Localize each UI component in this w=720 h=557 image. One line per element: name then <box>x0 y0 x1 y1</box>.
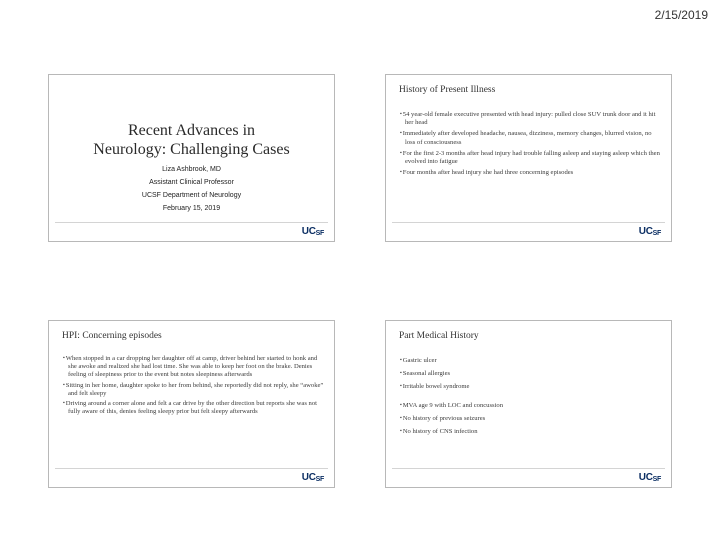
list-item: ▪ Driving around a corner alone and felt a car drive by the other direction but reports she was not fully aware of this, denies feeling sleepy prior but felt sleepy afterwards <box>62 400 324 416</box>
list-item: ▪ No history of CNS infection <box>399 428 661 436</box>
logo-sub: SF <box>652 230 661 237</box>
title-line-2: Neurology: Challenging Cases <box>93 141 290 158</box>
logo-main: UC <box>301 472 316 483</box>
slide-heading: HPI: Concerning episodes <box>62 331 162 341</box>
list-item: ▪ MVA age 9 with LOC and concussion <box>399 402 661 410</box>
logo-main: UC <box>301 226 316 237</box>
list-item: ▪ Irritable bowel syndrome <box>399 383 661 391</box>
slide-heading: History of Present Illness <box>399 85 496 95</box>
title-line-1: Recent Advances in <box>127 122 256 139</box>
slide-past-medical-history <box>385 320 672 488</box>
presenter-name: Liza Ashbrook, MD <box>162 166 221 173</box>
slide-title <box>48 74 335 242</box>
list-item: ▪ 54 year-old female executive presented with head injury: pulled close SUV trunk door and it hit her head <box>399 111 661 127</box>
logo-sub: SF <box>652 476 661 483</box>
footer-divider <box>55 468 328 469</box>
ucsf-logo <box>639 226 661 237</box>
list-item: ▪ When stopped in a car dropping her daughter off at camp, driver behind her started to honk and she awoke and realized she had lost time. She was able to keep her foot on the brake. Denies feeling of sleepiness prior to the event but notes sleepiness afterwards <box>62 355 324 380</box>
list-item: ▪ No history of previous seizures <box>399 415 661 423</box>
ucsf-logo <box>302 226 324 237</box>
list-item: ▪ For the first 2-3 months after head injury had trouble falling asleep and staying asleep which then evolved into fatigue <box>399 150 661 166</box>
logo-sub: SF <box>315 230 324 237</box>
page-date: 2/15/2019 <box>654 8 708 22</box>
footer-divider <box>392 222 665 223</box>
footer-divider <box>55 222 328 223</box>
presenter-info <box>49 163 334 215</box>
slide-history-present-illness <box>385 74 672 242</box>
ucsf-logo <box>639 472 661 483</box>
bullet-list <box>62 355 324 418</box>
logo-main: UC <box>638 226 653 237</box>
list-item: ▪ Immediately after developed headache, nausea, dizziness, memory changes, blurred vision, no loss of consciousness <box>399 130 661 146</box>
presenter-department: UCSF Department of Neurology <box>141 192 242 199</box>
presentation-date: February 15, 2019 <box>162 205 221 212</box>
slide-heading: Part Medical History <box>399 331 479 341</box>
logo-sub: SF <box>315 476 324 483</box>
presenter-role: Assistant Clinical Professor <box>149 179 234 186</box>
list-item: ▪ Seasonal allergies <box>399 370 661 378</box>
bullet-list <box>399 357 661 441</box>
bullet-list <box>399 111 661 180</box>
slide-hpi-concerning-episodes <box>48 320 335 488</box>
footer-divider <box>392 468 665 469</box>
list-item: ▪ Four months after head injury she had three concerning episodes <box>399 169 661 177</box>
list-item: ▪ Gastric ulcer <box>399 357 661 365</box>
logo-main: UC <box>638 472 653 483</box>
presentation-title <box>49 121 334 159</box>
ucsf-logo <box>302 472 324 483</box>
list-item: ▪ Sitting in her home, daughter spoke to her from behind, she reportedly did not reply, she “awoke” and felt sleepy <box>62 382 324 398</box>
